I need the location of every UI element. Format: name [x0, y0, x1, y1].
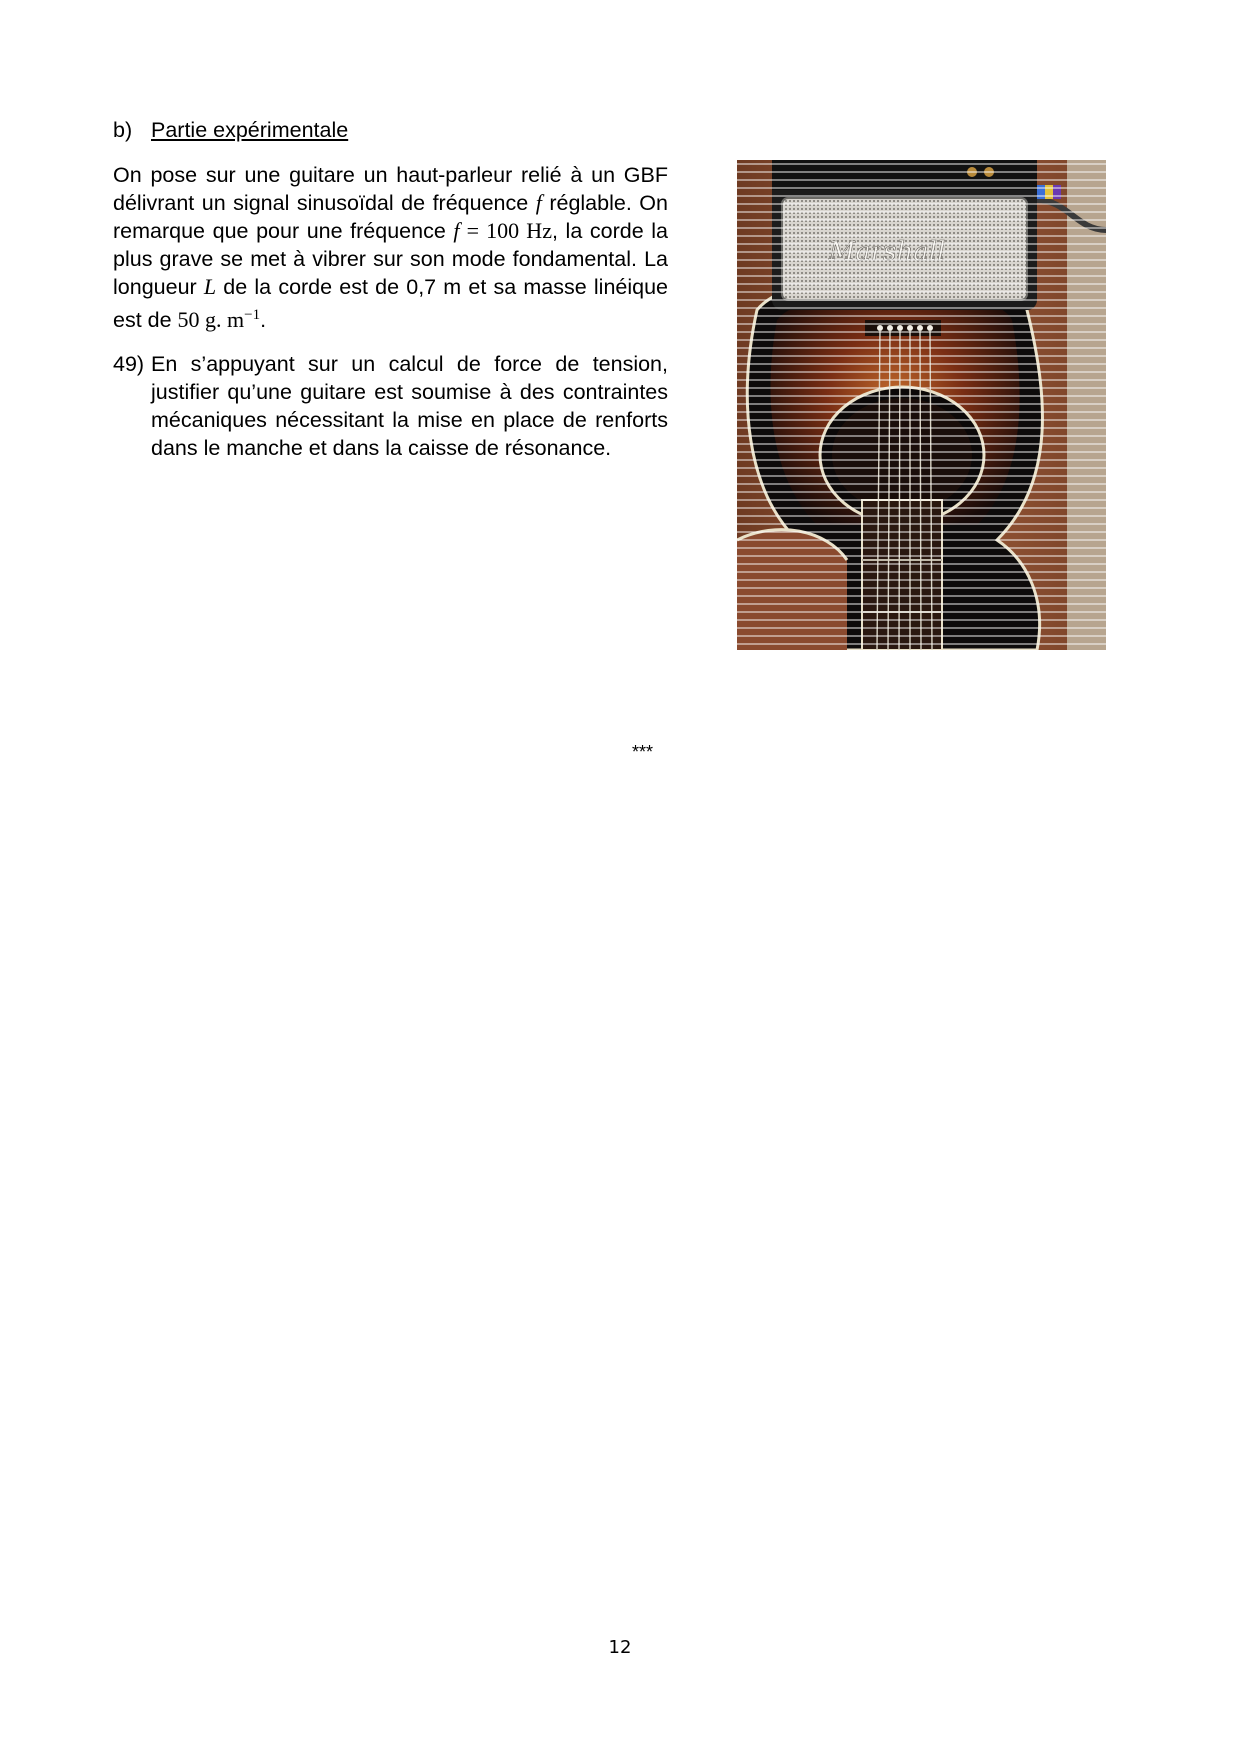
question-number: 49) [113, 352, 145, 377]
intro-text-1: On pose sur une guitare un haut-parleur relié à un GBF délivrant un signal sinusoïdal de fréquence [113, 163, 668, 215]
intro-text-3: , la corde la plus grave se met à vibrer sur son mode fondamental. La longueur [113, 219, 668, 299]
separator: *** [632, 742, 654, 762]
amp-logo: Marshall [828, 237, 946, 267]
linear-mass-value: 50 g. m [177, 307, 245, 333]
linear-mass-exponent: −1 [244, 307, 261, 323]
side-wall [1067, 160, 1106, 650]
scan-lines [737, 164, 1106, 644]
frequency-equation-value: = 100 Hz [459, 218, 552, 243]
intro-text-2: réglable. On remarque que pour une fréquence [113, 191, 668, 243]
section-letter: b) [113, 118, 133, 142]
page-number: 12 [608, 1637, 632, 1658]
frequency-equation-symbol: f [453, 218, 460, 243]
intro-paragraph [113, 161, 668, 334]
sound-hole-inner [832, 398, 972, 512]
question-text: En s’appuyant sur un calcul de force de tension, justifier qu’une guitare est soumise à des contraintes mécaniques nécessitant la mise en place de renforts dans le manche et dans la caisse de résonance. [151, 352, 668, 461]
section-heading [113, 116, 668, 144]
intro-text-4: de la corde est de 0,7 m et sa masse linéique est de [113, 275, 669, 333]
section-title: Partie expérimentale [151, 118, 349, 142]
question-49 [113, 350, 668, 462]
intro-text-5: . [260, 308, 267, 333]
length-symbol: L [203, 274, 217, 299]
text-column [113, 116, 668, 462]
guitar-illustration [737, 160, 1106, 650]
guitar-photo [737, 160, 1106, 650]
frequency-symbol: f [535, 190, 542, 215]
